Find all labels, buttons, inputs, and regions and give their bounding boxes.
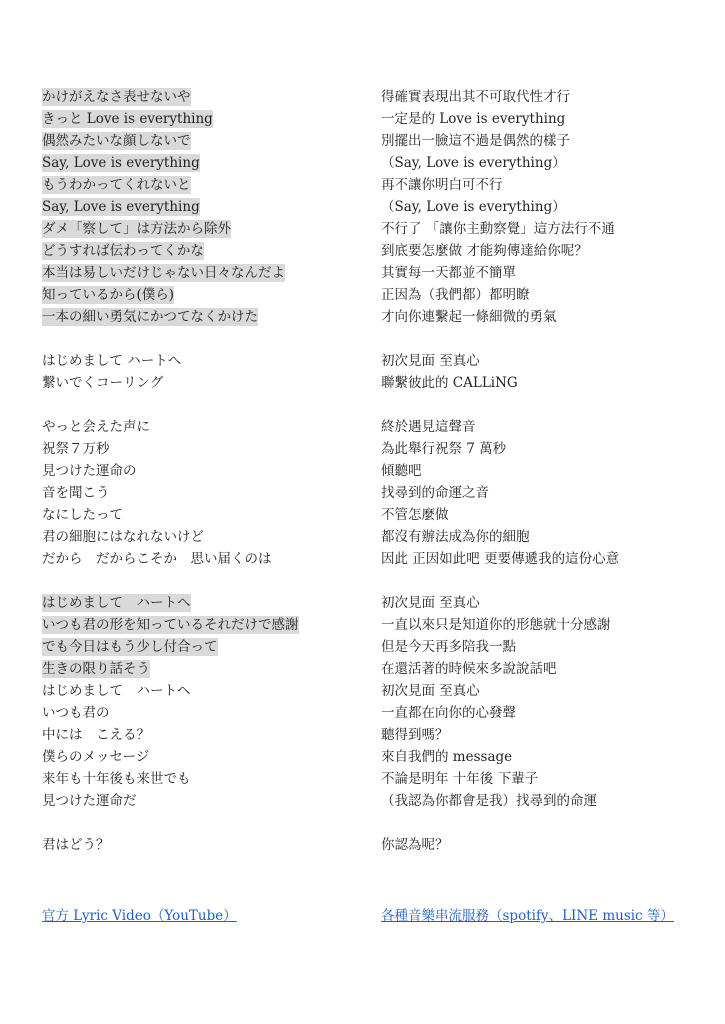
right-lyric-text: 才向你連繫起一條細微的勇氣 — [381, 309, 557, 325]
left-lyric-text: やっと会えた声に — [42, 419, 150, 435]
official-lyric-video-link[interactable]: 官方 Lyric Video（YouTube） — [42, 908, 237, 924]
left-lyric-line — [42, 680, 362, 702]
left-lyric-text: もうわかってくれないと — [42, 177, 191, 193]
left-lyric-text: なにしたって — [42, 507, 123, 523]
right-lyric-line — [381, 504, 701, 526]
right-lyric-text: 聽得到嗎？ — [381, 727, 449, 743]
right-lyric-text: 在還活著的時候來多說說話吧 — [381, 661, 557, 677]
left-lyric-line — [42, 152, 362, 174]
left-lyric-text: Say, Love is everything — [42, 155, 200, 171]
right-lyric-line — [381, 614, 701, 636]
left-lyric-text: 音を聞こう — [42, 485, 110, 501]
left-lyric-text: かけがえなさ表せないや — [42, 89, 191, 105]
right-lyric-text: （Say, Love is everything） — [381, 155, 566, 171]
right-lyric-text: 到底要怎麼做 才能夠傳達給你呢？ — [381, 243, 588, 259]
right-lyric-line — [381, 658, 701, 680]
left-lyric-line — [42, 416, 362, 438]
left-lyric-line — [42, 482, 362, 504]
right-lyric-line — [381, 724, 701, 746]
japanese-lyrics-column — [42, 86, 362, 856]
right-lyric-text: （Say, Love is everything） — [381, 199, 566, 215]
right-lyric-line — [381, 592, 701, 614]
left-lyric-text: いつも君の — [42, 705, 110, 721]
streaming-services-link[interactable]: 各種音樂串流服務（spotify、LINE music 等） — [381, 908, 674, 924]
right-lyric-line — [381, 438, 701, 460]
left-lyric-text: はじめまして ハートへ — [42, 683, 191, 699]
left-lyric-line — [42, 834, 362, 856]
left-lyric-text: どうすれば伝わってくかな — [42, 243, 204, 259]
left-lyric-line — [42, 658, 362, 680]
right-lyric-line — [381, 702, 701, 724]
right-lyric-text: 找尋到的命運之音 — [381, 485, 489, 501]
right-lyric-text: 不管怎麼做 — [381, 507, 449, 523]
left-lyric-text: 来年も十年後も来世でも — [42, 771, 191, 787]
left-lyric-text: 偶然みたいな顔しないで — [42, 133, 191, 149]
right-lyric-line — [381, 482, 701, 504]
blank-line — [381, 570, 701, 592]
left-lyric-text: だから だからこそか 思い届くのは — [42, 551, 272, 567]
left-lyric-line — [42, 614, 362, 636]
left-lyric-text: きっと Love is everything — [42, 111, 213, 127]
right-lyric-text: 為此舉行祝祭 7 萬秒 — [381, 441, 507, 457]
left-lyric-line — [42, 724, 362, 746]
right-lyric-text: 其實每一天都並不簡單 — [381, 265, 516, 281]
right-lyric-text: 都沒有辦法成為你的細胞 — [381, 529, 530, 545]
left-lyric-text: はじめまして ハートへ — [42, 595, 191, 611]
blank-line — [42, 328, 362, 350]
right-lyric-text: 一直都在向你的心發聲 — [381, 705, 516, 721]
right-lyric-text: 正因為（我們都）都明瞭 — [381, 287, 530, 303]
left-lyric-text: でも今日はもう少し付合って — [42, 639, 218, 655]
right-lyric-line — [381, 746, 701, 768]
right-lyric-text: 別擺出一臉這不過是偶然的樣子 — [381, 133, 570, 149]
right-lyric-line — [381, 218, 701, 240]
blank-line — [381, 812, 701, 834]
right-lyric-line — [381, 108, 701, 130]
left-lyric-text: ダメ「察して」は方法から除外 — [42, 221, 231, 237]
right-lyric-text: 不論是明年 十年後 下輩子 — [381, 771, 539, 787]
left-lyric-line — [42, 306, 362, 328]
right-lyric-text: 一定是的 Love is everything — [381, 111, 566, 127]
right-lyric-line — [381, 196, 701, 218]
left-lyric-text: 生きの限り話そう — [42, 661, 150, 677]
right-lyric-line — [381, 548, 701, 570]
blank-line — [42, 570, 362, 592]
right-lyric-line — [381, 86, 701, 108]
left-lyric-line — [42, 196, 362, 218]
right-lyric-line — [381, 174, 701, 196]
left-lyric-text: Say, Love is everything — [42, 199, 200, 215]
left-lyric-text: 繋いでくコーリング — [42, 375, 164, 391]
left-lyric-text: 僕らのメッセージ — [42, 749, 150, 765]
left-lyric-text: 知っているから(僕ら) — [42, 287, 175, 303]
right-lyric-line — [381, 636, 701, 658]
left-lyric-line — [42, 218, 362, 240]
right-lyric-line — [381, 240, 701, 262]
left-lyric-text: 祝祭７万秒 — [42, 441, 110, 457]
left-lyric-line — [42, 174, 362, 196]
left-lyric-line — [42, 130, 362, 152]
right-lyric-line — [381, 790, 701, 812]
left-lyric-line — [42, 504, 362, 526]
left-lyric-text: はじめまして ハートへ — [42, 353, 182, 369]
left-lyric-line — [42, 636, 362, 658]
left-lyric-line — [42, 372, 362, 394]
right-lyric-text: 一直以來只是知道你的形態就十分感謝 — [381, 617, 611, 633]
blank-line — [42, 812, 362, 834]
right-lyric-text: 終於遇見這聲音 — [381, 419, 476, 435]
right-lyric-line — [381, 130, 701, 152]
right-lyric-line — [381, 834, 701, 856]
blank-line — [42, 394, 362, 416]
right-lyric-text: 聯繫彼此的 CALLiNG — [381, 375, 518, 391]
left-lyric-text: 見つけた運命だ — [42, 793, 137, 809]
left-lyric-line — [42, 240, 362, 262]
left-lyric-line — [42, 284, 362, 306]
left-lyric-line — [42, 438, 362, 460]
left-lyric-line — [42, 592, 362, 614]
left-lyric-text: 一本の細い勇気にかつてなくかけた — [42, 309, 258, 325]
right-lyric-text: （我認為你都會是我）找尋到的命運 — [381, 793, 597, 809]
right-lyric-line — [381, 262, 701, 284]
left-lyric-line — [42, 108, 362, 130]
right-lyric-text: 不行了 「讓你主動察覺」這方法行不通 — [381, 221, 615, 237]
left-lyric-text: 本当は易しいだけじゃない日々なんだよ — [42, 265, 285, 281]
right-lyric-text: 傾聽吧 — [381, 463, 422, 479]
left-lyric-text: いつも君の形を知っているそれだけで感謝 — [42, 617, 299, 633]
left-lyric-line — [42, 790, 362, 812]
left-lyric-text: 君の細胞にはなれないけど — [42, 529, 204, 545]
left-lyric-line — [42, 460, 362, 482]
right-lyric-line — [381, 350, 701, 372]
left-lyric-text: 見つけた運命の — [42, 463, 137, 479]
right-lyric-text: 初次見面 至真心 — [381, 595, 480, 611]
right-lyric-line — [381, 306, 701, 328]
chinese-translation-column — [381, 86, 701, 856]
right-lyric-line — [381, 152, 701, 174]
left-lyric-line — [42, 548, 362, 570]
right-lyric-line — [381, 680, 701, 702]
right-lyric-line — [381, 372, 701, 394]
blank-line — [381, 394, 701, 416]
right-lyric-line — [381, 526, 701, 548]
right-lyric-line — [381, 284, 701, 306]
left-lyric-line — [42, 526, 362, 548]
left-lyric-line — [42, 262, 362, 284]
left-lyric-line — [42, 86, 362, 108]
left-lyric-line — [42, 350, 362, 372]
right-lyric-text: 再不讓你明白可不行 — [381, 177, 503, 193]
left-lyric-text: 君はどう？ — [42, 837, 110, 853]
blank-line — [381, 328, 701, 350]
right-lyric-line — [381, 768, 701, 790]
right-lyric-text: 來自我們的 message — [381, 749, 513, 765]
right-lyric-text: 得確實表現出其不可取代性才行 — [381, 89, 570, 105]
left-lyric-line — [42, 702, 362, 724]
left-lyric-line — [42, 746, 362, 768]
left-lyric-text: 中には こえる？ — [42, 727, 150, 743]
right-lyric-text: 但是今天再多陪我一點 — [381, 639, 516, 655]
right-lyric-text: 初次見面 至真心 — [381, 683, 480, 699]
right-lyric-text: 你認為呢？ — [381, 837, 449, 853]
right-lyric-line — [381, 460, 701, 482]
right-lyric-line — [381, 416, 701, 438]
left-lyric-line — [42, 768, 362, 790]
right-lyric-text: 初次見面 至真心 — [381, 353, 480, 369]
right-lyric-text: 因此 正因如此吧 更要傳遞我的這份心意 — [381, 551, 620, 567]
